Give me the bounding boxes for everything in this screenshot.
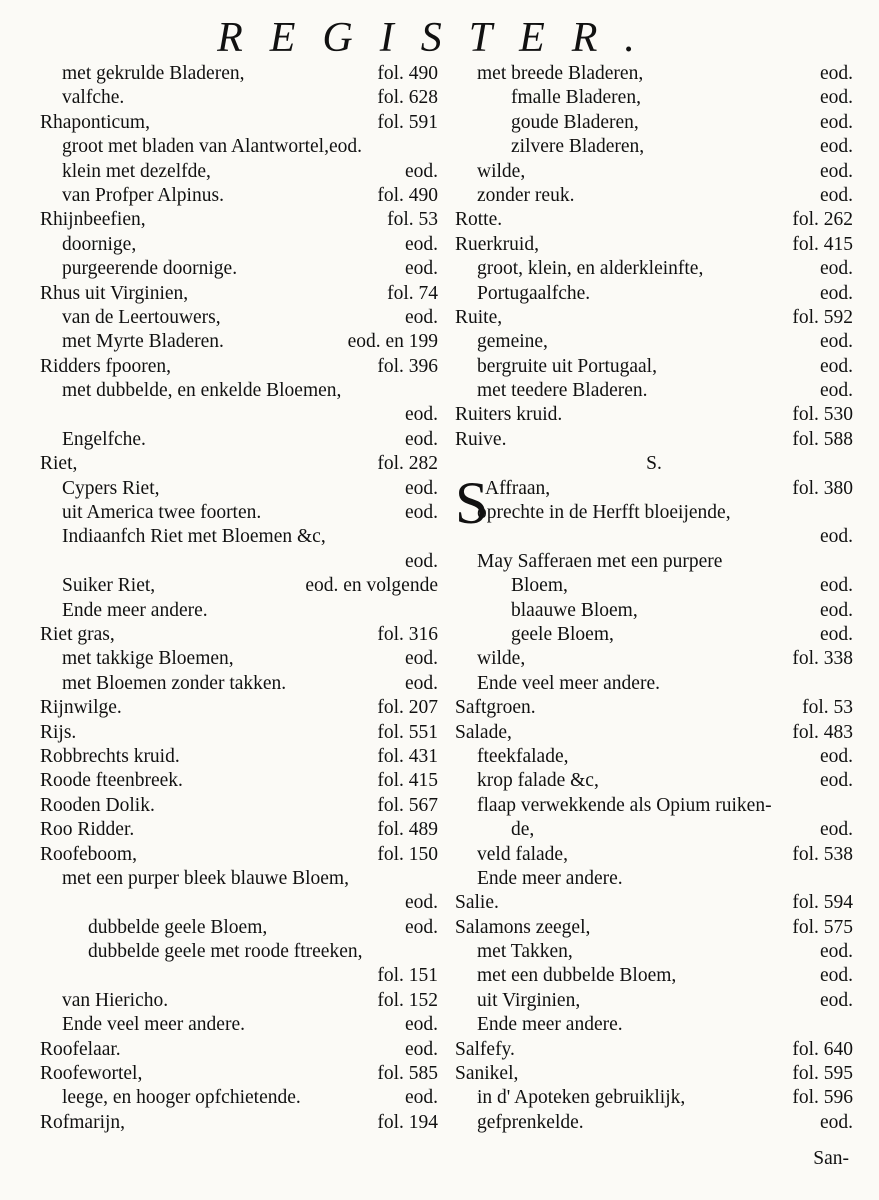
entry-text: van Profper Alpinus.	[62, 184, 224, 206]
entry-text: Rotte.	[455, 209, 503, 231]
entry-text: van de Leertouwers,	[62, 306, 221, 328]
index-entry	[455, 452, 853, 476]
index-subentry	[455, 940, 853, 964]
entry-text: Ruive.	[455, 428, 507, 450]
entry-text: zilvere Bladeren,	[511, 136, 645, 158]
index-entry	[40, 452, 438, 476]
entry-text: Cypers Riet,	[62, 477, 160, 499]
index-subentry	[40, 647, 438, 671]
folio-reference: eod.	[819, 989, 853, 1011]
index-subentry	[455, 843, 853, 867]
entry-text: Ende veel meer andere.	[62, 1014, 245, 1036]
index-entry	[455, 403, 853, 427]
index-entry	[40, 282, 438, 306]
folio-reference: fol. 490	[377, 184, 438, 206]
index-entry	[40, 623, 438, 647]
folio-reference: fol. 151	[377, 965, 438, 987]
folio-reference: eod.	[819, 355, 853, 377]
folio-reference: fol. 575	[792, 916, 853, 938]
folio-reference: fol. 592	[792, 306, 853, 328]
index-subentry	[455, 574, 853, 598]
entry-text: Roode fteenbreek.	[40, 770, 183, 792]
index-subentry	[455, 550, 853, 574]
index-subentry	[455, 257, 853, 281]
index-entry	[40, 1111, 438, 1135]
folio-reference: fol. 431	[377, 745, 438, 767]
entry-text: dubbelde geele Bloem,	[88, 916, 268, 938]
index-subentry	[455, 379, 853, 403]
index-subentry	[455, 623, 853, 647]
entry-text: Engelfche.	[62, 428, 146, 450]
index-entry	[455, 696, 853, 720]
entry-text: met Bloemen zonder takken.	[62, 672, 287, 694]
entry-text: van Hiericho.	[62, 989, 169, 1011]
entry-text: met gekrulde Bladeren,	[62, 63, 245, 84]
folio-reference: eod.	[819, 87, 853, 109]
entry-text: goude Bladeren,	[511, 111, 639, 133]
folio-reference: eod.	[404, 1014, 438, 1036]
folio-reference: fol. 396	[377, 355, 438, 377]
index-entry	[455, 306, 853, 330]
index-subentry	[40, 891, 438, 915]
index-subentry	[40, 525, 438, 549]
index-subentry	[40, 160, 438, 184]
index-subentry	[40, 330, 438, 354]
entry-text: Saftgroen.	[455, 697, 536, 719]
entry-text: Rofmarijn,	[40, 1111, 126, 1133]
folio-reference: fol. 74	[387, 282, 438, 304]
index-subentry	[455, 135, 853, 159]
index-subentry	[455, 964, 853, 988]
entry-text: krop falade &c,	[477, 770, 599, 792]
entry-text: Affraan,	[485, 477, 551, 499]
entry-text: Ende veel meer andere.	[477, 672, 660, 694]
entry-text: Portugaalfche.	[477, 282, 591, 304]
entry-text: met breede Bladeren,	[477, 63, 644, 84]
entry-text: Riet gras,	[40, 623, 115, 645]
entry-text: gemeine,	[477, 331, 548, 353]
entry-text: dubbelde geele met roode ftreeken,	[88, 941, 363, 963]
index-subentry	[40, 62, 438, 86]
entry-text: fteekfalade,	[477, 745, 569, 767]
entry-text: zonder reuk.	[477, 184, 575, 206]
index-subentry	[40, 1013, 438, 1037]
folio-reference: eod.	[404, 550, 438, 572]
folio-reference: eod.	[819, 282, 853, 304]
folio-reference: fol. 53	[387, 209, 438, 231]
folio-reference: eod. en volgende	[305, 575, 438, 597]
index-entry	[40, 745, 438, 769]
folio-reference: eod.	[819, 184, 853, 206]
entry-text: fmalle Bladeren,	[511, 87, 641, 109]
index-subentry	[40, 135, 438, 159]
folio-reference: fol. 538	[792, 843, 853, 865]
index-subentry	[455, 355, 853, 379]
index-entry	[40, 111, 438, 135]
folio-reference: fol. 150	[377, 843, 438, 865]
entry-text: met Myrte Bladeren.	[62, 331, 224, 353]
entry-text: Salade,	[455, 721, 512, 743]
index-subentry	[455, 62, 853, 86]
folio-reference: eod. en 199	[347, 331, 438, 353]
index-entry	[40, 818, 438, 842]
folio-reference: eod.	[404, 477, 438, 499]
entry-text: purgeerende doornige.	[62, 258, 238, 280]
folio-reference: eod.	[819, 1111, 853, 1133]
folio-reference: fol. 551	[377, 721, 438, 743]
folio-reference: eod.	[819, 63, 853, 84]
folio-reference: fol. 594	[792, 892, 853, 914]
entry-text: valfche.	[62, 87, 125, 109]
entry-text: de,	[511, 819, 535, 841]
index-subentry	[40, 306, 438, 330]
entry-text: Indiaanfch Riet met Bloemen &c,	[62, 526, 326, 548]
folio-reference: eod.	[819, 331, 853, 353]
folio-reference: eod.	[404, 648, 438, 670]
entry-text: Salfefy.	[455, 1038, 515, 1060]
index-entry	[40, 721, 438, 745]
folio-reference: fol. 640	[792, 1038, 853, 1060]
index-entry	[40, 208, 438, 232]
index-subentry	[40, 940, 438, 964]
entry-text: Ruiters kruid.	[455, 404, 563, 426]
index-subentry	[455, 647, 853, 671]
entry-text: Roofewortel,	[40, 1063, 143, 1085]
index-subentry	[455, 769, 853, 793]
entry-text: Riet,	[40, 453, 78, 475]
left-index-column	[40, 62, 438, 1135]
folio-reference: fol. 489	[377, 819, 438, 841]
folio-reference: fol. 380	[792, 477, 853, 499]
index-entry	[455, 891, 853, 915]
entry-text: Rhijnbeefien,	[40, 209, 146, 231]
folio-reference: fol. 595	[792, 1063, 853, 1085]
index-entry	[455, 428, 853, 452]
index-subentry	[40, 574, 438, 598]
index-entry	[455, 1062, 853, 1086]
entry-text: Rijnwilge.	[40, 697, 122, 719]
entry-text: Rhus uit Virginien,	[40, 282, 189, 304]
index-subentry	[40, 257, 438, 281]
index-entry	[40, 696, 438, 720]
folio-reference: eod.	[404, 306, 438, 328]
index-subentry	[40, 233, 438, 257]
index-subentry	[40, 501, 438, 525]
entry-text: Ende meer andere.	[477, 1014, 623, 1036]
entry-text: Suiker Riet,	[62, 575, 156, 597]
index-subentry	[455, 989, 853, 1013]
folio-reference: eod.	[819, 111, 853, 133]
index-subentry	[40, 672, 438, 696]
folio-reference: eod.	[404, 1038, 438, 1060]
index-subentry	[455, 86, 853, 110]
folio-reference: eod.	[819, 380, 853, 402]
index-subentry	[455, 1111, 853, 1135]
index-entry	[40, 769, 438, 793]
folio-reference: eod.	[819, 136, 853, 158]
entry-text: Ruerkruid,	[455, 233, 539, 255]
index-entry	[40, 355, 438, 379]
entry-text: Robbrechts kruid.	[40, 745, 180, 767]
index-subentry	[455, 184, 853, 208]
folio-reference: eod.	[404, 404, 438, 426]
entry-text: Salie.	[455, 892, 499, 914]
entry-text: Rooden Dolik.	[40, 794, 155, 816]
entry-text: uit Virginien,	[477, 989, 581, 1011]
folio-reference: eod.	[404, 502, 438, 524]
entry-text: Ende meer andere.	[62, 599, 208, 621]
entry-text: met Takken,	[477, 941, 573, 963]
entry-text: Rijs.	[40, 721, 77, 743]
index-subentry	[40, 184, 438, 208]
folio-reference: eod.	[819, 160, 853, 182]
folio-reference: fol. 415	[792, 233, 853, 255]
entry-text: doornige,	[62, 233, 137, 255]
entry-text: met dubbelde, en enkelde Bloemen,	[62, 380, 342, 402]
index-entry	[455, 1038, 853, 1062]
entry-text: groot, klein, en alderkleinfte,	[477, 258, 704, 280]
index-subentry	[455, 282, 853, 306]
folio-reference: eod.	[819, 599, 853, 621]
index-entry	[40, 1062, 438, 1086]
entry-text: oprechte in de Herfft bloeijende,	[477, 502, 731, 524]
folio-reference: fol. 316	[377, 623, 438, 645]
entry-text: wilde,	[477, 648, 526, 670]
folio-reference: eod.	[819, 575, 853, 597]
index-subentry	[40, 989, 438, 1013]
folio-reference: eod.	[404, 672, 438, 694]
index-subentry	[455, 818, 853, 842]
entry-text: flaap verwekkende als Opium ruiken-	[477, 794, 772, 816]
entry-text: leege, en hooger opfchietende.	[62, 1087, 301, 1109]
entry-text: uit America twee foorten.	[62, 502, 262, 524]
index-subentry	[40, 964, 438, 988]
index-subentry	[40, 599, 438, 623]
entry-text: Sanikel,	[455, 1063, 519, 1085]
index-subentry	[40, 86, 438, 110]
folio-reference: eod.	[819, 745, 853, 767]
index-subentry	[40, 379, 438, 403]
page-title: REGISTER.	[217, 15, 662, 61]
index-entry	[40, 1038, 438, 1062]
folio-reference: eod.	[404, 916, 438, 938]
index-subentry	[40, 867, 438, 891]
folio-reference: fol. 152	[377, 989, 438, 1011]
index-subentry	[455, 672, 853, 696]
index-subentry	[455, 160, 853, 184]
folio-reference: eod.	[404, 428, 438, 450]
index-subentry	[40, 403, 438, 427]
index-subentry	[455, 525, 853, 549]
entry-text: Rhaponticum,	[40, 111, 150, 133]
folio-reference: fol. 490	[377, 63, 438, 84]
folio-reference: fol. 596	[792, 1087, 853, 1109]
index-subentry	[40, 428, 438, 452]
index-entry	[40, 843, 438, 867]
folio-reference: fol. 53	[802, 697, 853, 719]
entry-text: in d' Apoteken gebruiklijk,	[477, 1087, 686, 1109]
folio-reference: eod.	[819, 623, 853, 645]
entry-text: Ridders fpooren,	[40, 355, 172, 377]
folio-reference: fol. 207	[377, 697, 438, 719]
index-subentry	[40, 916, 438, 940]
entry-text: gefprenkelde.	[477, 1111, 584, 1133]
index-subentry	[40, 477, 438, 501]
folio-reference: eod.	[819, 770, 853, 792]
folio-reference: fol. 338	[792, 648, 853, 670]
entry-text: Roofeboom,	[40, 843, 137, 865]
entry-text: met teedere Bladeren.	[477, 380, 648, 402]
index-subentry	[40, 550, 438, 574]
folio-reference: fol. 588	[792, 428, 853, 450]
folio-reference: eod.	[819, 965, 853, 987]
entry-text: May Safferaen met een purpere	[477, 550, 723, 572]
entry-text: met een purper bleek blauwe Bloem,	[62, 867, 349, 889]
index-entry	[455, 208, 853, 232]
entry-text: S.	[646, 453, 662, 475]
catchword: San-	[813, 1148, 849, 1169]
folio-reference: eod.	[404, 160, 438, 182]
index-entry	[40, 794, 438, 818]
entry-text: blaauwe Bloem,	[511, 599, 638, 621]
folio-reference: eod.	[404, 892, 438, 914]
index-subentry	[455, 794, 853, 818]
index-subentry	[455, 745, 853, 769]
index-entry	[455, 916, 853, 940]
entry-text: Ende meer andere.	[477, 867, 623, 889]
index-subentry	[40, 1086, 438, 1110]
folio-reference: eod.	[819, 819, 853, 841]
folio-reference: fol. 282	[377, 453, 438, 475]
entry-text: Ruite,	[455, 306, 503, 328]
index-entry	[455, 233, 853, 257]
entry-text: met takkige Bloemen,	[62, 648, 234, 670]
folio-reference: eod.	[404, 233, 438, 255]
entry-text: Bloem,	[511, 575, 568, 597]
right-index-column	[455, 62, 853, 1135]
entry-text: Roofelaar.	[40, 1038, 121, 1060]
folio-reference: fol. 591	[377, 111, 438, 133]
folio-reference: eod.	[819, 258, 853, 280]
index-subentry	[455, 111, 853, 135]
entry-text: bergruite uit Portugaal,	[477, 355, 657, 377]
folio-reference: fol. 483	[792, 721, 853, 743]
folio-reference: fol. 530	[792, 404, 853, 426]
entry-text: Salamons zeegel,	[455, 916, 591, 938]
index-subentry	[455, 1086, 853, 1110]
folio-reference: eod.	[819, 526, 853, 548]
entry-text: klein met dezelfde,	[62, 160, 211, 182]
folio-reference: fol. 415	[377, 770, 438, 792]
index-subentry	[455, 501, 853, 525]
drop-cap: S	[455, 469, 489, 536]
index-subentry	[455, 1013, 853, 1037]
entry-text: geele Bloem,	[511, 623, 614, 645]
entry-text: groot met bladen van Alantwortel,eod.	[62, 136, 363, 158]
folio-reference: fol. 194	[377, 1111, 438, 1133]
entry-text: Roo Ridder.	[40, 819, 135, 841]
entry-text: met een dubbelde Bloem,	[477, 965, 677, 987]
index-subentry	[455, 330, 853, 354]
folio-reference: eod.	[404, 1087, 438, 1109]
entry-text: veld falade,	[477, 843, 568, 865]
folio-reference: fol. 262	[792, 209, 853, 231]
index-entry	[455, 721, 853, 745]
folio-reference: fol. 567	[377, 794, 438, 816]
index-subentry	[455, 867, 853, 891]
entry-text: wilde,	[477, 160, 526, 182]
folio-reference: eod.	[819, 941, 853, 963]
index-subentry	[455, 599, 853, 623]
folio-reference: fol. 628	[377, 87, 438, 109]
folio-reference: fol. 585	[377, 1063, 438, 1085]
folio-reference: eod.	[404, 258, 438, 280]
